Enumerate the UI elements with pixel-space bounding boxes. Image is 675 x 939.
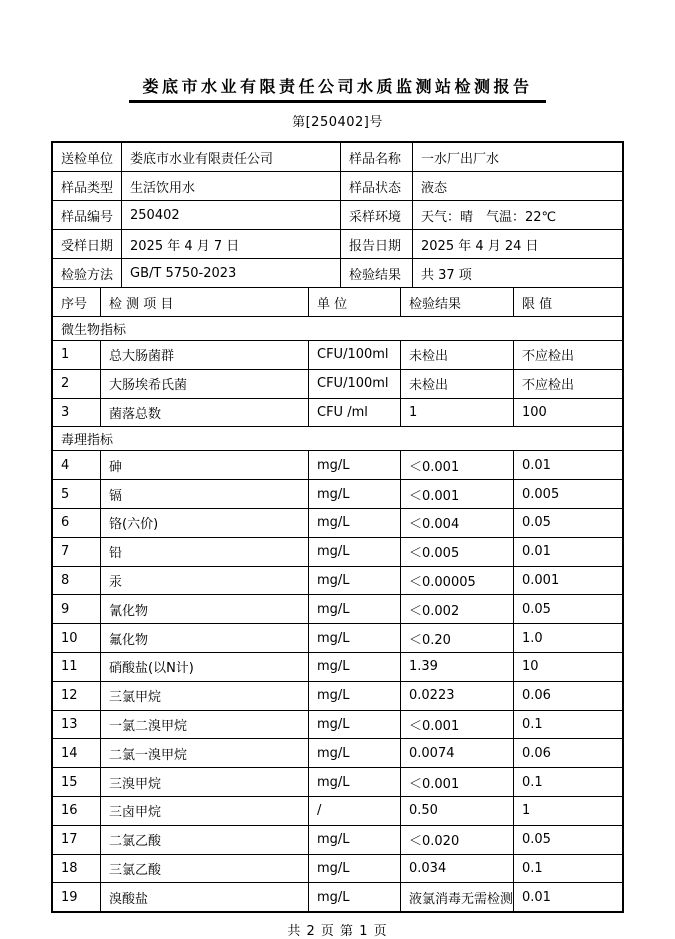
limit-cell: 0.01 xyxy=(513,451,622,479)
info-label: 检验方法 xyxy=(61,267,114,283)
unit-cell: mg/L xyxy=(308,768,400,796)
item-name-cell: 溴酸盐 xyxy=(100,883,308,911)
info-label: 样品类型 xyxy=(61,180,114,196)
info-row xyxy=(53,171,622,200)
row-number-cell: 8 xyxy=(61,572,70,588)
page-title: 娄底市水业有限责任公司水质监测站检测报告 xyxy=(129,74,545,103)
result-cell: ＜0.001 xyxy=(400,480,513,508)
row-number-cell: 13 xyxy=(61,716,78,732)
limit-cell: 0.01 xyxy=(513,883,622,911)
info-value: 共 37 项 xyxy=(412,259,622,287)
unit-cell: mg/L xyxy=(308,883,400,911)
limit-cell: 0.01 xyxy=(513,538,622,566)
info-value: 天气：晴 气温：22℃ xyxy=(412,201,622,229)
result-cell: 0.0074 xyxy=(400,739,513,767)
info-value: GB/T 5750-2023 xyxy=(121,259,340,287)
result-cell: 1 xyxy=(400,399,513,427)
info-value: 液态 xyxy=(412,172,622,200)
limit-cell: 1.0 xyxy=(513,624,622,652)
item-name-cell: 氰化物 xyxy=(100,595,308,623)
limit-cell: 0.06 xyxy=(513,739,622,767)
unit-cell: mg/L xyxy=(308,480,400,508)
info-value: 2025 年 4 月 7 日 xyxy=(121,230,340,258)
item-name-cell: 二氯乙酸 xyxy=(100,826,308,854)
info-value: 2025 年 4 月 24 日 xyxy=(412,230,622,258)
row-number-cell: 10 xyxy=(61,630,78,646)
limit-cell: 不应检出 xyxy=(513,370,622,398)
results-rows xyxy=(53,316,622,911)
info-row xyxy=(53,143,622,171)
item-name-cell: 大肠埃希氏菌 xyxy=(100,370,308,398)
result-cell: ＜0.001 xyxy=(400,451,513,479)
table-row xyxy=(53,882,622,911)
row-number-cell: 16 xyxy=(61,803,78,819)
table-row xyxy=(53,369,622,398)
result-cell: 未检出 xyxy=(400,370,513,398)
item-name-cell: 菌落总数 xyxy=(100,399,308,427)
unit-cell: mg/L xyxy=(308,826,400,854)
info-label: 报告日期 xyxy=(340,230,412,258)
info-label: 样品编号 xyxy=(61,209,114,225)
info-label: 样品名称 xyxy=(340,143,412,171)
unit-cell: mg/L xyxy=(308,711,400,739)
column-header-unit: 单 位 xyxy=(308,288,400,316)
item-name-cell: 总大肠菌群 xyxy=(100,341,308,369)
row-number-cell: 18 xyxy=(61,860,78,876)
result-cell: ＜0.005 xyxy=(400,538,513,566)
table-row xyxy=(53,796,622,825)
unit-cell: mg/L xyxy=(308,682,400,710)
column-header-item: 检 测 项 目 xyxy=(100,288,308,316)
info-value: 250402 xyxy=(121,201,340,229)
row-number-cell: 15 xyxy=(61,774,78,790)
table-row xyxy=(53,652,622,681)
report-table xyxy=(51,141,624,913)
info-value: 生活饮用水 xyxy=(121,172,340,200)
unit-cell: mg/L xyxy=(308,567,400,595)
result-cell: ＜0.020 xyxy=(400,826,513,854)
unit-cell: mg/L xyxy=(308,739,400,767)
result-cell: 液氯消毒无需检测 xyxy=(400,883,513,911)
limit-cell: 不应检出 xyxy=(513,341,622,369)
table-row xyxy=(53,508,622,537)
row-number-cell: 17 xyxy=(61,832,78,848)
section-title: 微生物指标 xyxy=(61,323,127,338)
table-row xyxy=(53,681,622,710)
unit-cell: mg/L xyxy=(308,653,400,681)
table-row xyxy=(53,479,622,508)
item-name-cell: 氟化物 xyxy=(100,624,308,652)
item-name-cell: 一氯二溴甲烷 xyxy=(100,711,308,739)
section-header-row xyxy=(53,426,622,450)
item-name-cell: 铅 xyxy=(100,538,308,566)
limit-cell: 0.005 xyxy=(513,480,622,508)
unit-cell: mg/L xyxy=(308,624,400,652)
row-number-cell: 19 xyxy=(61,889,78,905)
limit-cell: 0.05 xyxy=(513,595,622,623)
table-row xyxy=(53,537,622,566)
unit-cell: CFU /ml xyxy=(308,399,400,427)
report-number: 第[250402]号 xyxy=(292,115,383,130)
row-number-cell: 14 xyxy=(61,745,78,761)
column-header-result: 检验结果 xyxy=(400,288,513,316)
row-number-cell: 11 xyxy=(61,659,78,675)
result-cell: 未检出 xyxy=(400,341,513,369)
result-cell: ＜0.001 xyxy=(400,768,513,796)
info-row xyxy=(53,258,622,287)
table-row xyxy=(53,825,622,854)
unit-cell: mg/L xyxy=(308,538,400,566)
item-name-cell: 三氯甲烷 xyxy=(100,682,308,710)
result-cell: ＜0.00005 xyxy=(400,567,513,595)
info-label: 检验结果 xyxy=(340,259,412,287)
result-cell: 0.0223 xyxy=(400,682,513,710)
item-name-cell: 三溴甲烷 xyxy=(100,768,308,796)
table-row xyxy=(53,738,622,767)
info-label: 样品状态 xyxy=(340,172,412,200)
info-label: 送检单位 xyxy=(61,151,114,167)
result-cell: ＜0.20 xyxy=(400,624,513,652)
table-row xyxy=(53,767,622,796)
item-name-cell: 三卤甲烷 xyxy=(100,797,308,825)
info-row xyxy=(53,229,622,258)
table-row xyxy=(53,398,622,427)
limit-cell: 100 xyxy=(513,399,622,427)
unit-cell: / xyxy=(308,797,400,825)
table-row xyxy=(53,450,622,479)
limit-cell: 0.001 xyxy=(513,567,622,595)
results-header-row xyxy=(53,287,622,316)
row-number-cell: 2 xyxy=(61,376,70,392)
limit-cell: 0.1 xyxy=(513,768,622,796)
item-name-cell: 三氯乙酸 xyxy=(100,855,308,883)
table-row xyxy=(53,623,622,652)
row-number-cell: 5 xyxy=(61,486,70,502)
table-row xyxy=(53,594,622,623)
info-value: 一水厂出厂水 xyxy=(412,143,622,171)
limit-cell: 1 xyxy=(513,797,622,825)
item-name-cell: 镉 xyxy=(100,480,308,508)
info-label: 采样环境 xyxy=(340,201,412,229)
unit-cell: mg/L xyxy=(308,451,400,479)
column-header-limit: 限 值 xyxy=(513,288,622,316)
result-cell: ＜0.001 xyxy=(400,711,513,739)
unit-cell: mg/L xyxy=(308,595,400,623)
limit-cell: 0.05 xyxy=(513,826,622,854)
page-footer: 共 2 页 第 1 页 xyxy=(287,924,388,939)
result-cell: ＜0.002 xyxy=(400,595,513,623)
unit-cell: mg/L xyxy=(308,509,400,537)
limit-cell: 0.1 xyxy=(513,711,622,739)
row-number-cell: 7 xyxy=(61,544,70,560)
unit-cell: mg/L xyxy=(308,855,400,883)
row-number-cell: 4 xyxy=(61,457,70,473)
item-name-cell: 砷 xyxy=(100,451,308,479)
item-name-cell: 二氯一溴甲烷 xyxy=(100,739,308,767)
result-cell: ＜0.004 xyxy=(400,509,513,537)
info-row xyxy=(53,200,622,229)
unit-cell: CFU/100ml xyxy=(308,370,400,398)
row-number-cell: 6 xyxy=(61,515,70,531)
section-title: 毒理指标 xyxy=(61,433,114,449)
row-number-cell: 12 xyxy=(61,688,78,704)
table-row xyxy=(53,340,622,369)
table-row xyxy=(53,710,622,739)
table-row xyxy=(53,566,622,595)
limit-cell: 0.1 xyxy=(513,855,622,883)
result-cell: 1.39 xyxy=(400,653,513,681)
section-header-row xyxy=(53,316,622,340)
item-name-cell: 硝酸盐(以N计) xyxy=(100,653,308,681)
limit-cell: 0.05 xyxy=(513,509,622,537)
unit-cell: CFU/100ml xyxy=(308,341,400,369)
row-number-cell: 3 xyxy=(61,404,70,420)
table-row xyxy=(53,854,622,883)
row-number-cell: 1 xyxy=(61,347,70,363)
item-name-cell: 汞 xyxy=(100,567,308,595)
result-cell: 0.034 xyxy=(400,855,513,883)
result-cell: 0.50 xyxy=(400,797,513,825)
limit-cell: 10 xyxy=(513,653,622,681)
limit-cell: 0.06 xyxy=(513,682,622,710)
info-label: 受样日期 xyxy=(61,238,114,254)
info-value: 娄底市水业有限责任公司 xyxy=(121,143,340,171)
column-header-no: 序号 xyxy=(61,296,88,312)
item-name-cell: 铬(六价) xyxy=(100,509,308,537)
row-number-cell: 9 xyxy=(61,601,70,617)
